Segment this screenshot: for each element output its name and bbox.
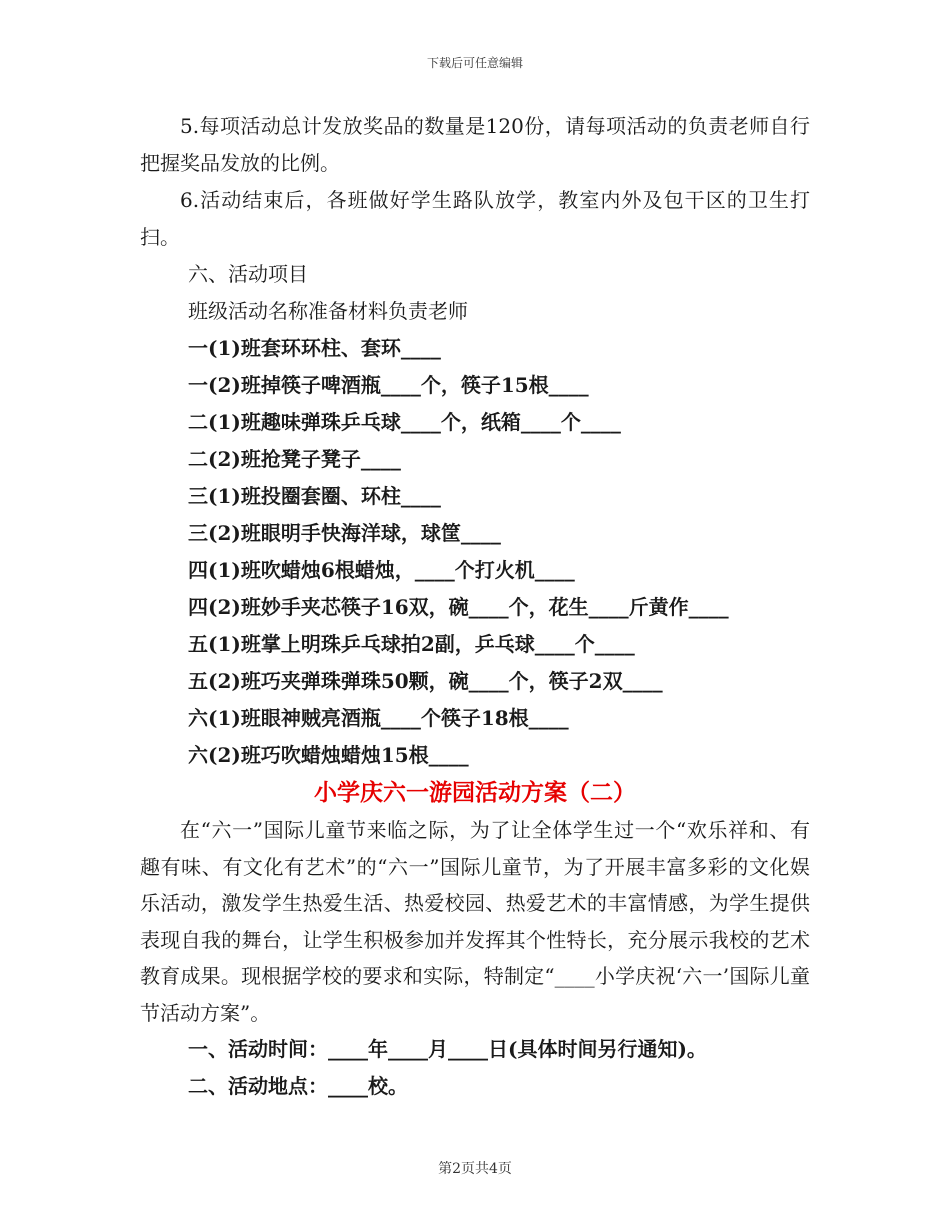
activity-row: 五(1)班掌上明珠乒乓球拍2副，乒乓球____个____ bbox=[188, 632, 635, 656]
activity-row: 四(2)班妙手夹芯筷子16双，碗____个，花生____斤黄作____ bbox=[188, 595, 729, 619]
activity-columns: 班级活动名称准备材料负责老师 bbox=[188, 299, 468, 323]
section-6-heading: 六、活动项目 bbox=[188, 262, 308, 286]
page-header: 下载后可任意编辑 bbox=[426, 56, 523, 70]
activity-row: 六(2)班巧吹蜡烛蜡烛15根____ bbox=[188, 743, 469, 767]
activity-place: 二、活动地点：____校。 bbox=[188, 1073, 408, 1098]
activity-row: 四(1)班吹蜡烛6根蜡烛，____个打火机____ bbox=[188, 558, 575, 582]
page-footer: 第2页共4页 bbox=[438, 1161, 512, 1177]
plan-2-intro: 在“六一”国际儿童节来临之际，为了让全体学生过一个“欢乐祥和、有趣有味、有文化有艺术”的“六一”国际儿童节，为了开展丰富多彩的文化娱乐活动，激发学生热爱生活、热爱校园、热爱艺术的丰富情感，为学生提供表现自我的舞台，让学生积极参加并发挥其个性特长，充分展示我校的艺术教育成果。现根据学校的要求和实际，特制定“____小学庆祝‘六一’国际儿童节活动方案”。 bbox=[140, 818, 810, 1025]
activity-row: 一(1)班套环环柱、套环____ bbox=[188, 336, 441, 360]
activity-row: 二(2)班抢凳子凳子____ bbox=[188, 447, 401, 471]
plan-2-title: 小学庆六一游园活动方案（二） bbox=[314, 779, 636, 806]
document-body bbox=[140, 108, 810, 1104]
activity-row: 六(1)班眼神贼亮酒瓶____个筷子18根____ bbox=[188, 706, 569, 730]
activity-row: 五(2)班巧夹弹珠弹珠50颗，碗____个，筷子2双____ bbox=[188, 669, 663, 693]
activity-row: 一(2)班掉筷子啤酒瓶____个，筷子15根____ bbox=[188, 373, 589, 397]
item-5: 5.每项活动总计发放奖品的数量是120份，请每项活动的负责老师自行把握奖品发放的比例。 bbox=[140, 114, 810, 175]
activity-list bbox=[140, 330, 810, 774]
activity-time: 一、活动时间：____年____月____日(具体时间另行通知)。 bbox=[188, 1037, 707, 1061]
activity-row: 三(1)班投圈套圈、环柱____ bbox=[188, 484, 441, 508]
item-6: 6.活动结束后，各班做好学生路队放学，教室内外及包干区的卫生打扫。 bbox=[140, 188, 810, 249]
activity-row: 三(2)班眼明手快海洋球，球筐____ bbox=[188, 521, 501, 545]
activity-row: 二(1)班趣味弹珠乒乓球____个，纸箱____个____ bbox=[188, 410, 621, 434]
